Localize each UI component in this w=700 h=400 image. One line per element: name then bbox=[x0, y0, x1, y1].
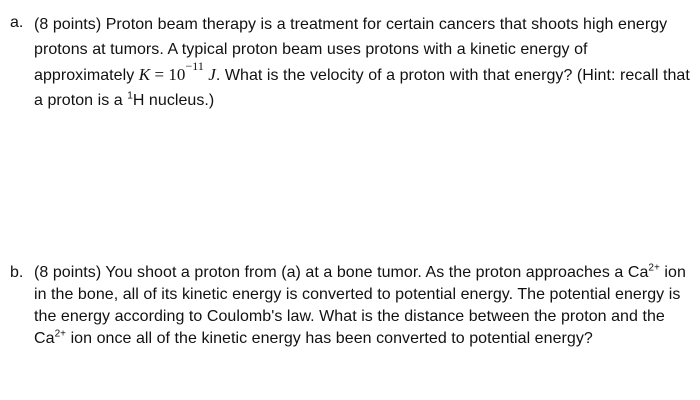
kinetic-energy-symbol: K bbox=[138, 65, 151, 84]
problem-a-text bbox=[34, 12, 690, 113]
problem-a bbox=[10, 12, 690, 113]
kinetic-energy-exponent: −11 bbox=[185, 59, 204, 74]
problem-a-marker: a. bbox=[10, 14, 24, 31]
problem-a-text-1: (8 points) Proton beam therapy is a treatment for certain cancers that shoots high energy protons at tumors. A typical proton beam uses protons with a kinetic energy of approximately bbox=[34, 16, 668, 84]
problem-b-text-2: ion in the bone, all of its kinetic energy is converted to potential energy. The potential energy is the energy according to Coulomb's law. What is the distance between the proton and the Ca bbox=[34, 264, 686, 347]
hydrogen-symbol: H bbox=[132, 92, 145, 109]
problem-b-text bbox=[34, 262, 690, 350]
hydrogen-mass-number: 1 bbox=[127, 90, 133, 102]
problem-b-text-3: ion once all of the kinetic energy has been converted to potential energy? bbox=[66, 330, 593, 347]
problem-b-text-1: (8 points) You shoot a proton from (a) at a bone tumor. As the proton approaches a Ca bbox=[34, 264, 649, 281]
problem-b-marker: b. bbox=[10, 264, 24, 281]
problem-b bbox=[10, 262, 690, 350]
kinetic-energy-unit: J bbox=[203, 65, 216, 84]
problem-a-text-3: nucleus.) bbox=[144, 92, 215, 109]
calcium-ion-charge-1: 2+ bbox=[648, 262, 660, 274]
kinetic-energy-formula bbox=[138, 59, 216, 84]
kinetic-energy-base: = 10 bbox=[150, 65, 186, 84]
calcium-ion-charge-2: 2+ bbox=[54, 328, 67, 340]
problem-a-text-2: . What is the velocity of a proton with that energy? (Hint: recall that a proton is a bbox=[34, 67, 690, 109]
